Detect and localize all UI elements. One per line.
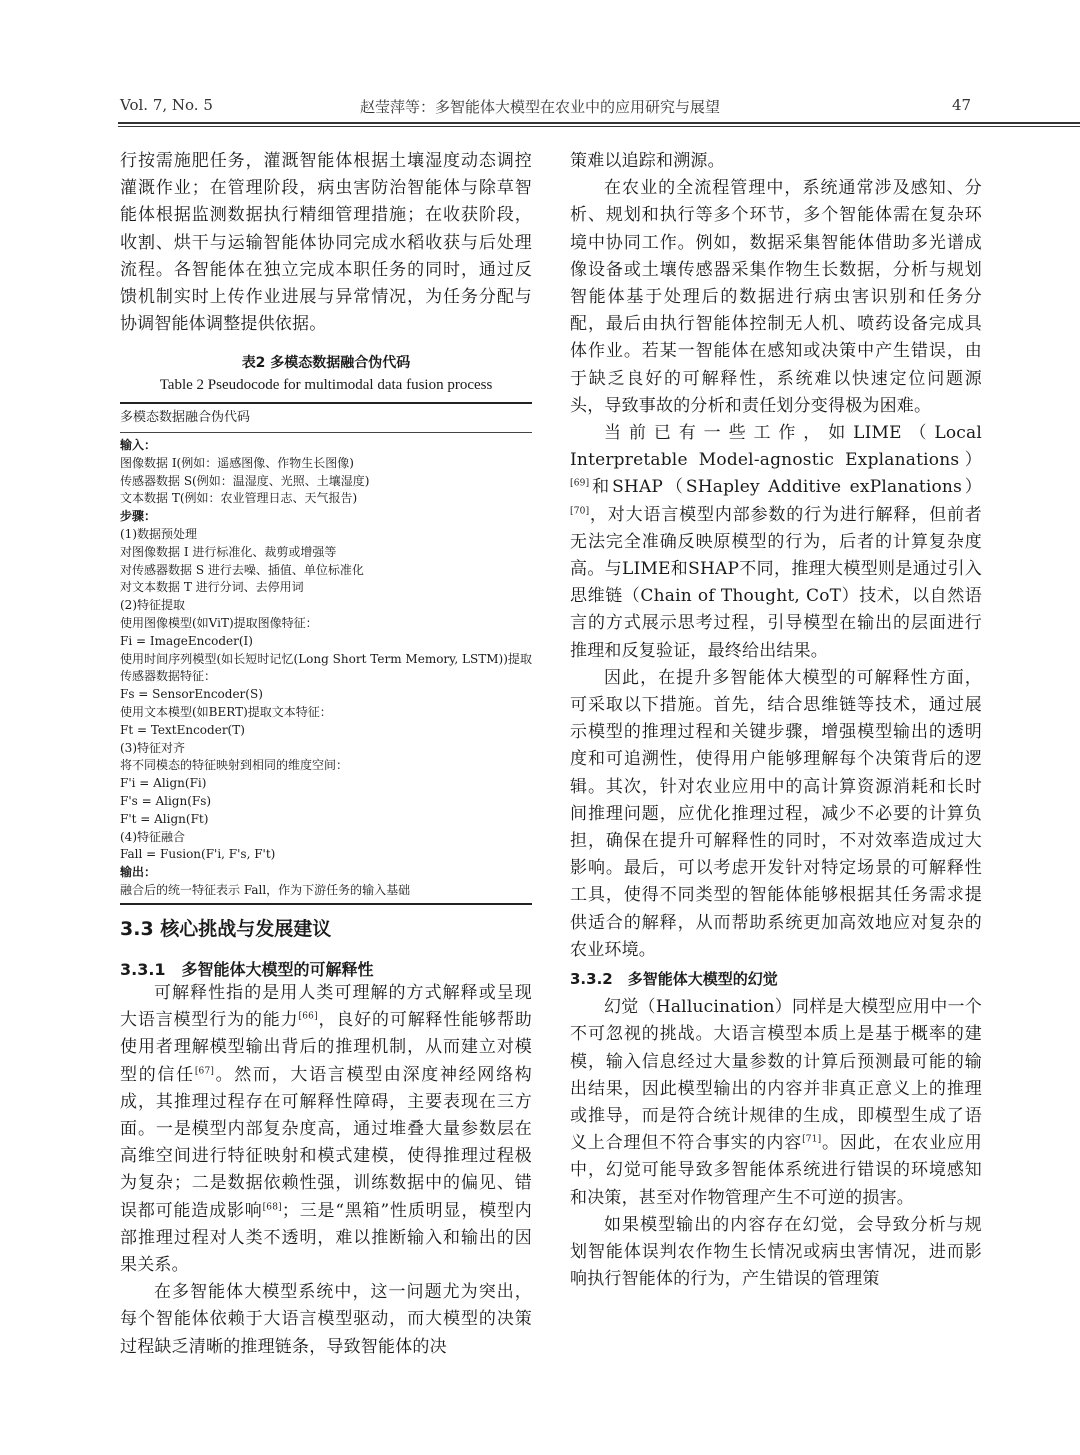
left-column-lower [120, 980, 532, 1361]
paragraph [570, 420, 982, 665]
pseudocode-line: 对文本数据 T 进行分词、去停用词 [120, 580, 304, 595]
pseudocode-line: 输出： [120, 865, 157, 880]
pseudocode-line: 将不同模态的特征映射到相同的维度空间： [120, 758, 349, 773]
header-rule [118, 122, 1080, 124]
table-body [120, 433, 532, 903]
paragraph [120, 980, 532, 1279]
table-caption-cn: 表2 多模态数据融合伪代码 [241, 355, 411, 371]
pseudocode-line: 使用图像模型(如ViT)提取图像特征： [120, 615, 318, 630]
pseudocode-line: 对图像数据 I 进行标准化、裁剪或增强等 [120, 544, 337, 559]
pseudocode-line: 文本数据 T(例如：农业管理日志、天气报告) [120, 491, 358, 506]
pseudocode-line: Fi = ImageEncoder(I) [120, 633, 253, 648]
pseudocode-line: (1)数据预处理 [120, 526, 197, 541]
text-run: ，对大语言模型内部参数的行为进行解释，但前者无法完全准确反映原模型的行为，后者的计算复杂度高。与LIME和SHAP不同，推理大模型则是通过引入思维链（Chain of Thought, CoT）技术，以自然语言的方式展示思考过程，引导模型在输出的层面进行推理和反复验证，最终给出结果。 [570, 504, 982, 661]
left-column [120, 148, 532, 338]
pseudocode-line: (3)特征对齐 [120, 740, 185, 755]
table-header: 多模态数据融合伪代码 [120, 410, 251, 425]
page-number: 47 [952, 96, 972, 114]
journal-volume: Vol. 7, No. 5 [120, 96, 213, 114]
subsection-heading: 3.3.2 多智能体大模型的幻觉 [570, 970, 778, 989]
citation-70[interactable]: [70] [570, 505, 590, 516]
paragraph: 行按需施肥任务，灌溉智能体根据土壤湿度动态调控灌溉作业；在管理阶段，病虫害防治智能体与除草智能体根据监测数据执行精细管理措施；在收获阶段，收割、烘干与运输智能体协同完成水稻收获与后处理流程。各智能体在独立完成本职任务的同时，通过反馈机制实时上传作业进展与异常情况，为任务分配与协调智能体调整提供依据。 [120, 151, 532, 335]
text-run: 幻觉（Hallucination）同样是大模型应用中一个不可忽视的挑战。大语言模型本质上是基于概率的建模，输入信息经过大量参数的计算后预测最可能的输出结果，因此模型输出的内容并非真正意义上的推理或推导，而是符合统计规律的生成，即模型生成了语义上合理但不符合事实的内容 [570, 997, 982, 1154]
text-run: ，良好的可解释性能够帮助使用者理解模型输出背后的推理机制，从而建立对模型的信任 [120, 1010, 533, 1085]
running-title: 赵莹萍等：多智能体大模型在农业中的应用研究与展望 [360, 98, 721, 116]
table-caption-en: Table 2 Pseudocode for multimodal data fusion process [159, 377, 493, 393]
running-header [0, 0, 1080, 130]
text-run: ；三是“黑箱”性质明显，模型内部推理过程对人类不透明，难以推断输入和输出的因果关系。 [120, 1200, 532, 1276]
text-run: 。然而，大语言模型由深度神经网络构成，其推理过程存在可解释性障碍，主要表现在三方面。一是模型内部复杂度高，通过堆叠大量参数层在高维空间进行特征映射和模式建模，使得推理过程极为复杂；二是数据依赖性强，训练数据中的偏见、错误都可能造成影响 [120, 1064, 532, 1221]
paragraph: 策难以追踪和溯源。 [570, 151, 725, 171]
pseudocode-line: 使用时间序列模型(如长短时记忆(Long Short Term Memory, LSTM))提取传感器数据特征： [120, 651, 532, 684]
citation-69[interactable]: [69] [570, 478, 590, 489]
section-heading: 3.3 核心挑战与发展建议 [120, 918, 332, 940]
citation-67[interactable]: [67] [194, 1065, 215, 1076]
text-run: 。因此，在农业应用中，幻觉可能导致多智能体系统进行错误的环境感知和决策，甚至对作物管理产生不可逆的损害。 [570, 1133, 982, 1208]
paragraph: 在多智能体大模型系统中，这一问题尤为突出，每个智能体依赖于大语言模型驱动，而大模型的决策过程缺乏清晰的推理链条，导致智能体的决 [120, 1282, 532, 1357]
text-run: 和SHAP（SHapley Additive exPlanations） [589, 477, 982, 498]
pseudocode-line: 使用文本模型(如BERT)提取文本特征： [120, 704, 332, 719]
citation-66[interactable]: [66] [298, 1011, 318, 1022]
citation-68[interactable]: [68] [262, 1201, 282, 1212]
text-run: 当前已有一些工作，如LIME（Local Interpretable Model-agnostic Explanations） [570, 423, 982, 471]
pseudocode-line: F's = Align(Fs) [120, 793, 212, 808]
pseudocode-line: 传感器数据 S(例如：温湿度、光照、土壤湿度) [120, 473, 370, 488]
pseudocode-line: F'i = Align(Fi) [120, 776, 207, 791]
citation-71[interactable]: [71] [802, 1134, 822, 1145]
paragraph: 如果模型输出的内容存在幻觉，会导致分析与规划智能体误判农作物生长情况或病虫害情况，进而影响执行智能体的行为，产生错误的管理策 [570, 1214, 982, 1290]
pseudocode-line: Ft = TextEncoder(T) [120, 722, 245, 737]
pseudocode-line: Fs = SensorEncoder(S) [120, 687, 263, 702]
text-run: 可解释性指的是用人类可理解的方式解释或呈现大语言模型行为的能力 [120, 983, 532, 1031]
pseudocode-table [120, 352, 532, 905]
paragraph [570, 994, 982, 1212]
pseudocode-line: 对传感器数据 S 进行去噪、插值、单位标准化 [120, 562, 364, 577]
pseudocode-line: 步骤： [120, 509, 157, 524]
right-column [570, 148, 982, 1293]
pseudocode-line: 图像数据 I(例如：遥感图像、作物生长图像) [120, 455, 354, 470]
pseudocode-line: F't = Align(Ft) [120, 811, 209, 826]
subsection-heading: 3.3.1 多智能体大模型的可解释性 [120, 960, 374, 979]
paragraph: 在农业的全流程管理中，系统通常涉及感知、分析、规划和执行等多个环节，多个智能体需在复杂环境中协同工作。例如，数据采集智能体借助多光谱成像设备或土壤传感器采集作物生长数据，分析与规划智能体基于处理后的数据进行病虫害识别和任务分配，最后由执行智能体控制无人机、喷药设备完成具体作业。若某一智能体在感知或决策中产生错误，由于缺乏良好的可解释性，系统难以快速定位问题源头，导致事故的分析和责任划分变得极为困难。 [570, 178, 982, 416]
pseudocode-line: (4)特征融合 [120, 829, 185, 844]
paragraph: 因此，在提升多智能体大模型的可解释性方面，可采取以下措施。首先，结合思维链等技术，通过展示模型的推理过程和关键步骤，增强模型输出的透明度和可追溯性，使得用户能够理解每个决策背后的逻辑。其次，针对农业应用中的高计算资源消耗和长时间推理问题，应优化推理过程，减少不必要的计算负担，确保在提升可解释性的同时，不对效率造成过大影响。最后，可以考虑开发针对特定场景的可解释性工具，使得不同类型的智能体能够根据其任务需求提供适合的解释，从而帮助系统更加高效地应对复杂的农业环境。 [570, 667, 982, 960]
table-bottom-rule [120, 903, 532, 905]
pseudocode-line: 输入： [120, 438, 157, 452]
pseudocode-line: 融合后的统一特征表示 Fall，作为下游任务的输入基础 [120, 882, 411, 897]
pseudocode-line: (2)特征提取 [120, 598, 185, 613]
pseudocode-line: Fall = Fusion(F'i, F's, F't) [120, 847, 276, 862]
header-rule-thin [118, 126, 1080, 127]
